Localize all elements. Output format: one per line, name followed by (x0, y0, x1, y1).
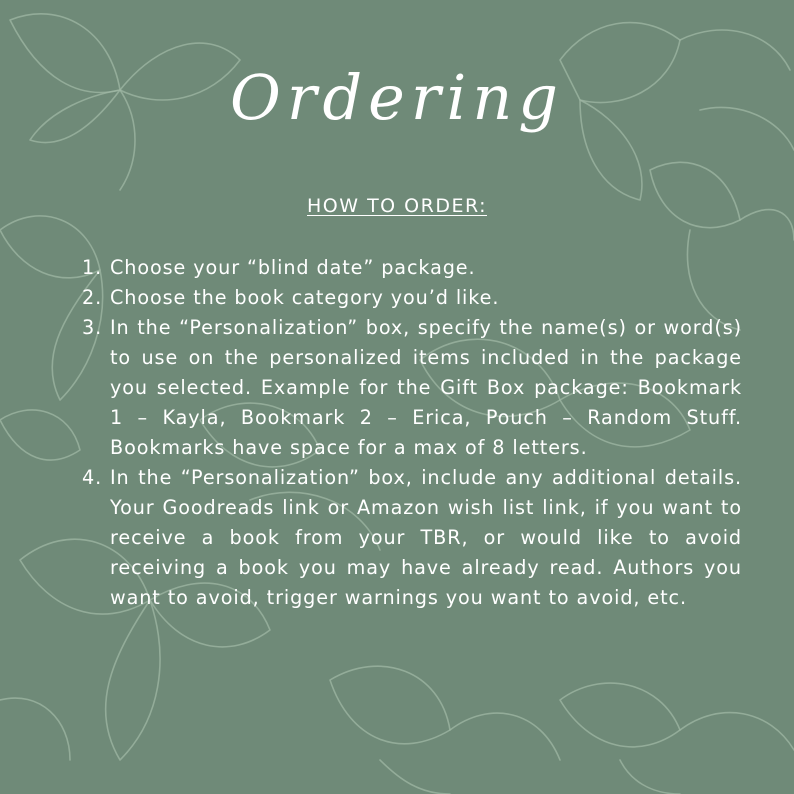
step-item (82, 463, 742, 613)
step-item (82, 283, 742, 313)
step-text: In the “Personalization” box, include any additional details. Your Goodreads link or Amazon wish list link, if you want to receive a book from your TBR, or would like to avoid receiving a book you may have already read. Authors you want to avoid, trigger warnings you want to avoid, etc. (110, 466, 742, 609)
step-number: 4. (82, 466, 103, 489)
step-number: 1. (82, 256, 103, 279)
step-text: In the “Personalization” box, specify the name(s) or word(s) to use on the personalized items included in the package you selected. Example for the Gift Box package: Bookmark 1 – Kayla, Bookmark 2 – Erica, Pouch – Random Stuff. Bookmarks have space for a max of 8 letters. (110, 316, 742, 459)
step-text: Choose your “blind date” package. (110, 256, 476, 279)
page-title: Ordering (230, 61, 564, 134)
how-to-order-heading: HOW TO ORDER: (307, 195, 487, 217)
step-text: Choose the book category you’d like. (110, 286, 500, 309)
order-steps-list (82, 253, 742, 613)
step-number: 3. (82, 316, 103, 339)
step-number: 2. (82, 286, 103, 309)
step-item (82, 313, 742, 463)
step-item (82, 253, 742, 283)
